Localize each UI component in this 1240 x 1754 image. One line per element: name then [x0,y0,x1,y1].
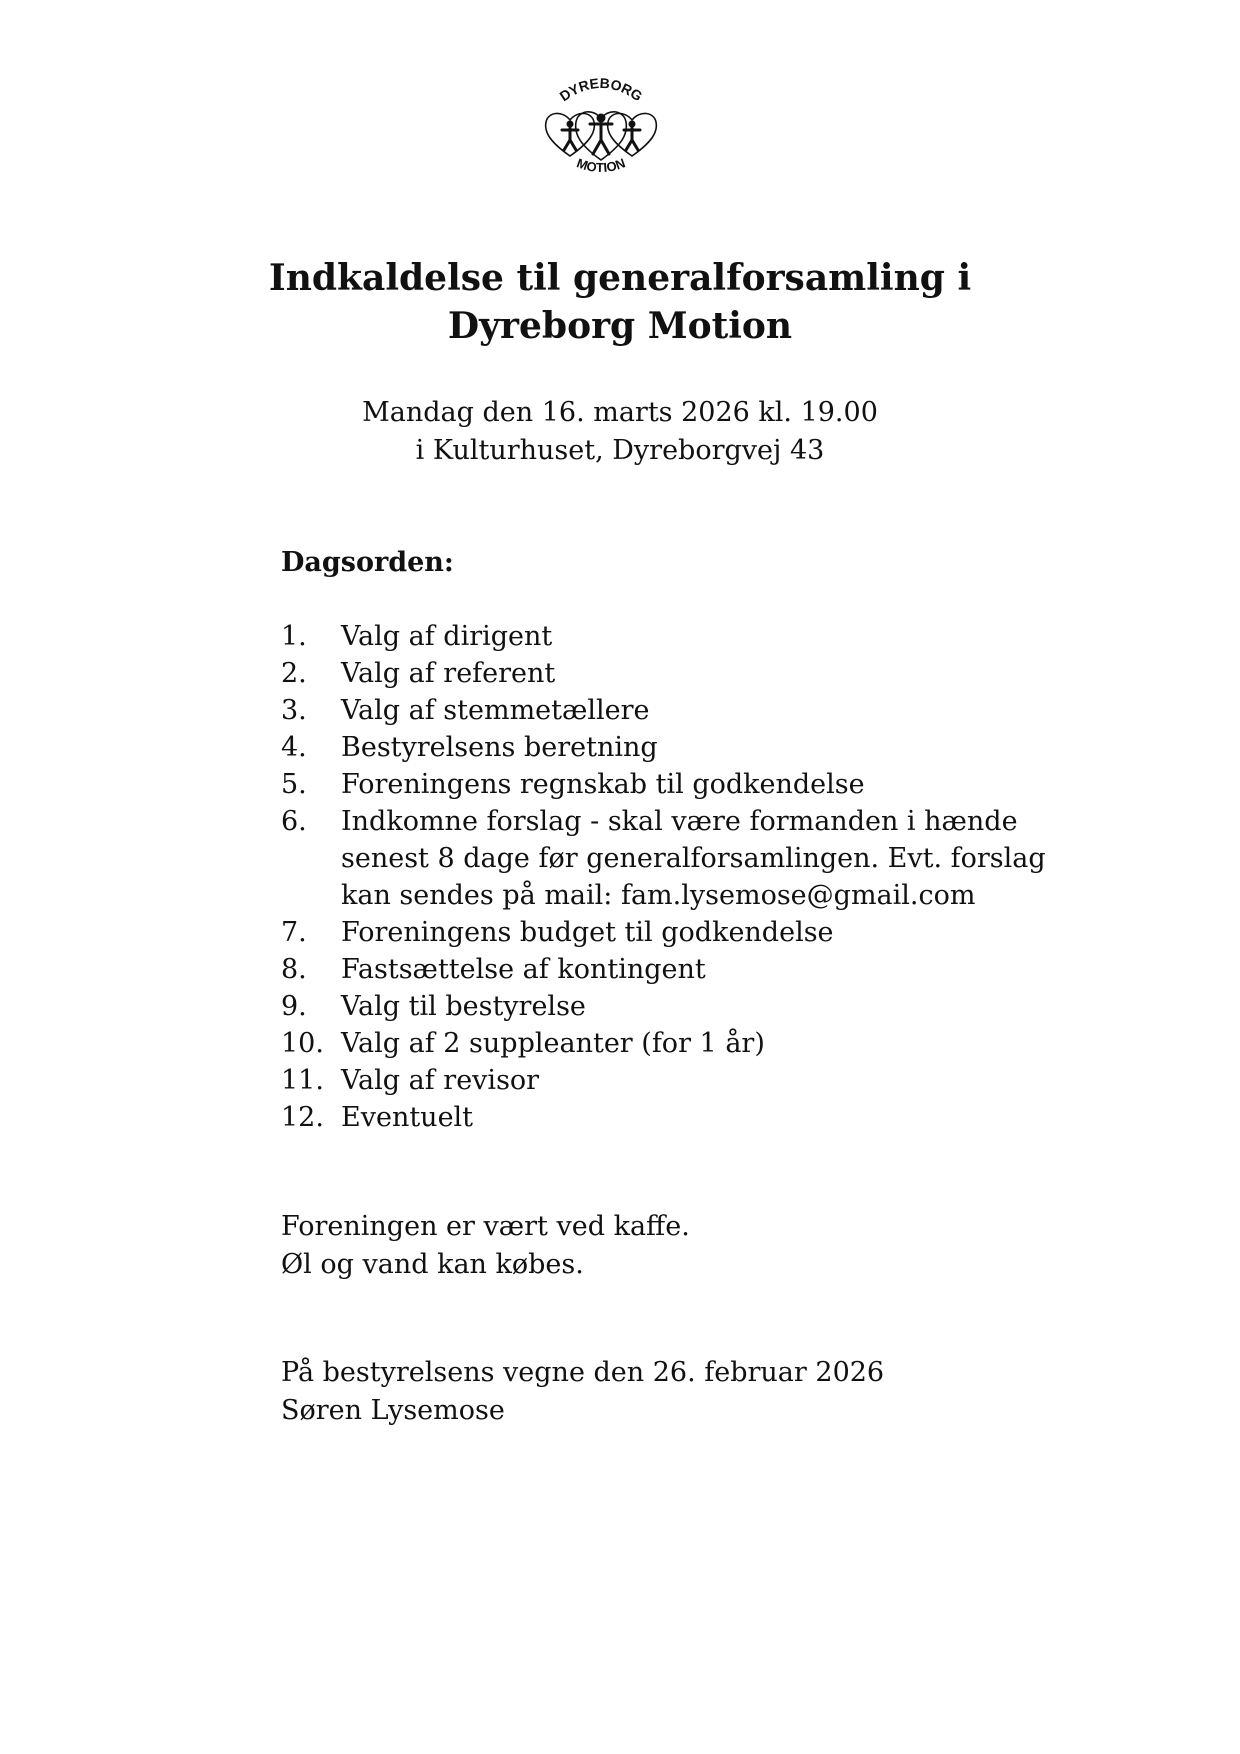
agenda-item-number: 5. [281,769,307,800]
agenda-item-number: 6. [281,806,307,837]
agenda-item-text: Valg af 2 suppleanter (for 1 år) [341,1028,765,1059]
agenda-item-number: 7. [281,917,307,948]
agenda-item-number: 3. [281,695,307,726]
coffee-note: Foreningen er vært ved kaffe. [281,1211,690,1242]
agenda-item [281,914,1081,951]
agenda-item-text: Valg af revisor [341,1065,540,1096]
agenda-item [281,692,1081,729]
agenda-item-text: Foreningens regnskab til godkendelse [341,769,865,800]
agenda-item [281,618,1081,655]
event-datetime: Mandag den 16. marts 2026 kl. 19.00 [362,397,878,428]
agenda-item [281,988,1081,1025]
agenda-item-text: Indkomne forslag - skal være formanden i hænde senest 8 dage før generalforsamlingen. Evt. forslag kan sendes på mail: fam.lysemose@gmail.com [341,806,1046,911]
agenda-item-text: Valg af stemmetællere [341,695,650,726]
signoff-line: På bestyrelsens vegne den 26. februar 2026 [281,1357,885,1388]
title-line-2: Dyreborg Motion [447,305,793,347]
agenda-item [281,803,1081,914]
agenda-item-text: Eventuelt [341,1102,474,1133]
agenda-item [281,655,1081,692]
agenda-list [281,618,1081,1136]
agenda-item-text: Bestyrelsens beretning [341,732,658,763]
page-title [0,254,1240,350]
event-location: i Kulturhuset, Dyreborgvej 43 [415,435,825,466]
agenda-item-number: 11. [281,1065,324,1096]
signatory-name: Søren Lysemose [281,1395,505,1426]
agenda-item [281,766,1081,803]
agenda-item-text: Valg til bestyrelse [341,991,586,1022]
agenda-item-number: 8. [281,954,307,985]
agenda-item-number: 2. [281,658,307,689]
agenda-item [281,1099,1081,1136]
agenda-item-text: Foreningens budget til godkendelse [341,917,834,948]
refreshments-note [281,1208,690,1284]
agenda-item-number: 9. [281,991,307,1022]
logo-bottom-text: MOTION [574,155,628,176]
agenda-item [281,951,1081,988]
agenda-item-text: Valg af dirigent [341,621,553,652]
agenda-item [281,729,1081,766]
figures-icon [562,114,640,155]
agenda-item [281,1025,1081,1062]
drinks-note: Øl og vand kan købes. [281,1249,584,1280]
agenda-item-number: 10. [281,1028,324,1059]
agenda-item-number: 12. [281,1102,324,1133]
agenda-item-text: Valg af referent [341,658,556,689]
signoff [281,1354,884,1430]
agenda-item-number: 1. [281,621,307,652]
agenda-item-number: 4. [281,732,307,763]
agenda-item [281,1062,1081,1099]
logo-top-text: DYREBORG [556,74,646,105]
dyreborg-motion-logo [538,72,664,176]
agenda-heading: Dagsorden: [281,547,454,578]
agenda-item-text: Fastsættelse af kontingent [341,954,706,985]
title-line-1: Indkaldelse til generalforsamling i [268,257,972,299]
event-details [0,394,1240,470]
